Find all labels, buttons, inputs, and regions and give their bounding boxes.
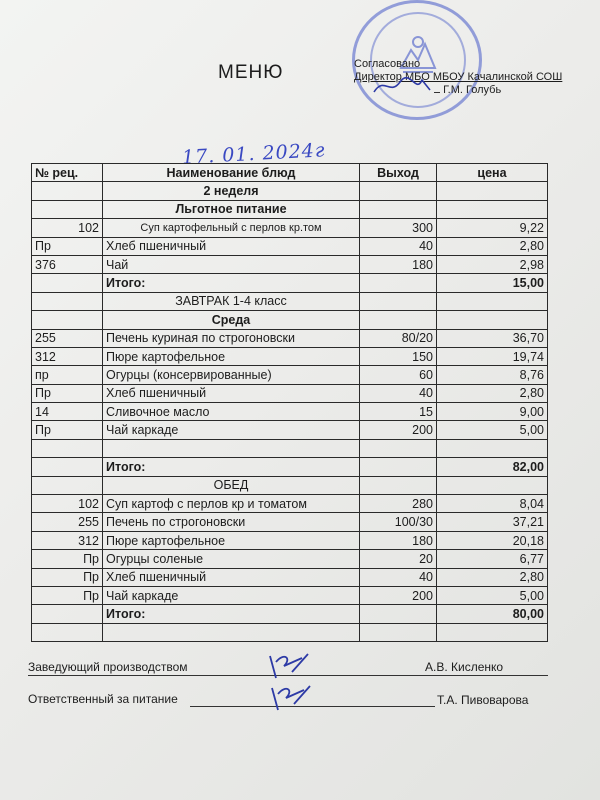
table-row <box>32 255 548 273</box>
dish-name: Пюре картофельное <box>103 347 360 365</box>
section-label-benefit: Льготное питание <box>103 200 360 218</box>
section-row <box>32 200 548 218</box>
total-label: Итого: <box>103 605 360 623</box>
table-row <box>32 329 548 347</box>
day-row <box>32 311 548 329</box>
recipe-code: Пр <box>32 237 103 255</box>
recipe-code: 14 <box>32 403 103 421</box>
dish-output: 180 <box>360 531 437 549</box>
dish-name: Хлеб пшеничный <box>103 568 360 586</box>
dish-output: 280 <box>360 495 437 513</box>
section-label-breakfast: ЗАВТРАК 1-4 класс <box>103 292 360 310</box>
menu-date: 17. 01. 2024г <box>181 139 326 169</box>
recipe-code: пр <box>32 366 103 384</box>
total-row <box>32 605 548 623</box>
dish-output: 40 <box>360 237 437 255</box>
dish-name: Хлеб пшеничный <box>103 384 360 402</box>
recipe-code: 102 <box>32 219 103 237</box>
table-row <box>32 568 548 586</box>
dish-output: 100/30 <box>360 513 437 531</box>
responsible-name: Т.А. Пивоварова <box>437 693 529 707</box>
dish-output: 15 <box>360 403 437 421</box>
dish-price: 9,22 <box>437 219 548 237</box>
table-row <box>32 421 548 439</box>
approval-heading: Согласовано <box>354 58 421 70</box>
table-row <box>32 495 548 513</box>
column-header-output: Выход <box>360 164 437 182</box>
dish-name: Огурцы соленые <box>103 550 360 568</box>
table-row <box>32 219 548 237</box>
dish-name: Печень по строгоновски <box>103 513 360 531</box>
approval-director: Директор МБО МБОУ Качалинской СОШ <box>354 71 563 83</box>
dish-output: 300 <box>360 219 437 237</box>
week-label: 2 неделя <box>103 182 360 200</box>
empty-row <box>32 439 548 457</box>
dish-price: 5,00 <box>437 586 548 604</box>
recipe-code: Пр <box>32 568 103 586</box>
dish-price: 2,80 <box>437 384 548 402</box>
total-label: Итого: <box>103 274 360 292</box>
dish-name: Суп картоф с перлов кр и томатом <box>103 495 360 513</box>
column-header-name: Наименование блюд <box>103 164 360 182</box>
dish-output: 80/20 <box>360 329 437 347</box>
dish-price: 5,00 <box>437 421 548 439</box>
manager-label: Заведующий производством <box>28 660 188 674</box>
recipe-code: 255 <box>32 513 103 531</box>
dish-output: 20 <box>360 550 437 568</box>
director-signature <box>370 74 440 98</box>
recipe-code: Пр <box>32 384 103 402</box>
dish-output: 40 <box>360 568 437 586</box>
menu-table <box>31 163 548 642</box>
table-row <box>32 586 548 604</box>
dish-output: 200 <box>360 421 437 439</box>
dish-price: 2,80 <box>437 568 548 586</box>
dish-price: 8,04 <box>437 495 548 513</box>
recipe-code: Пр <box>32 550 103 568</box>
dish-name: Хлеб пшеничный <box>103 237 360 255</box>
section-row <box>32 476 548 494</box>
dish-price: 20,18 <box>437 531 548 549</box>
dish-name: Чай каркаде <box>103 586 360 604</box>
dish-output: 180 <box>360 255 437 273</box>
dish-price: 2,80 <box>437 237 548 255</box>
dish-price: 8,76 <box>437 366 548 384</box>
table-row <box>32 366 548 384</box>
section-row <box>32 292 548 310</box>
dish-output: 150 <box>360 347 437 365</box>
dish-price: 6,77 <box>437 550 548 568</box>
recipe-code: 255 <box>32 329 103 347</box>
dish-price: 2,98 <box>437 255 548 273</box>
total-value: 80,00 <box>437 605 548 623</box>
empty-row <box>32 623 548 641</box>
dish-name: Сливочное масло <box>103 403 360 421</box>
recipe-code: Пр <box>32 586 103 604</box>
table-row <box>32 513 548 531</box>
dish-name: Печень куриная по строгоновски <box>103 329 360 347</box>
responsible-signature <box>262 680 320 714</box>
table-row <box>32 403 548 421</box>
dish-price: 37,21 <box>437 513 548 531</box>
dish-price: 36,70 <box>437 329 548 347</box>
dish-name: Чай каркаде <box>103 421 360 439</box>
table-row <box>32 550 548 568</box>
recipe-code: 376 <box>32 255 103 273</box>
section-label-lunch: ОБЕД <box>103 476 360 494</box>
table-header-row <box>32 164 548 182</box>
column-header-code: № рец. <box>32 164 103 182</box>
dish-price: 19,74 <box>437 347 548 365</box>
total-value: 15,00 <box>437 274 548 292</box>
total-value: 82,00 <box>437 458 548 476</box>
manager-signature <box>262 648 320 682</box>
approval-director-name: Г.М. Голубь <box>443 84 502 96</box>
responsible-label: Ответственный за питание <box>28 692 178 706</box>
day-label: Среда <box>103 311 360 329</box>
recipe-code: 312 <box>32 347 103 365</box>
dish-name: Чай <box>103 255 360 273</box>
dish-name: Огурцы (консервированные) <box>103 366 360 384</box>
table-row <box>32 531 548 549</box>
dish-price: 9,00 <box>437 403 548 421</box>
table-row <box>32 237 548 255</box>
week-row <box>32 182 548 200</box>
page-title: МЕНЮ <box>218 62 284 83</box>
dish-name: Пюре картофельное <box>103 531 360 549</box>
recipe-code: 312 <box>32 531 103 549</box>
dish-name: Суп картофельный с перлов кр.том <box>103 219 360 237</box>
table-row <box>32 347 548 365</box>
table-row <box>32 384 548 402</box>
total-row <box>32 274 548 292</box>
column-header-price: цена <box>437 164 548 182</box>
recipe-code: 102 <box>32 495 103 513</box>
dish-output: 40 <box>360 384 437 402</box>
dish-output: 200 <box>360 586 437 604</box>
manager-name: А.В. Кисленко <box>425 660 504 674</box>
dish-output: 60 <box>360 366 437 384</box>
recipe-code: Пр <box>32 421 103 439</box>
total-row <box>32 458 548 476</box>
total-label: Итого: <box>103 458 360 476</box>
